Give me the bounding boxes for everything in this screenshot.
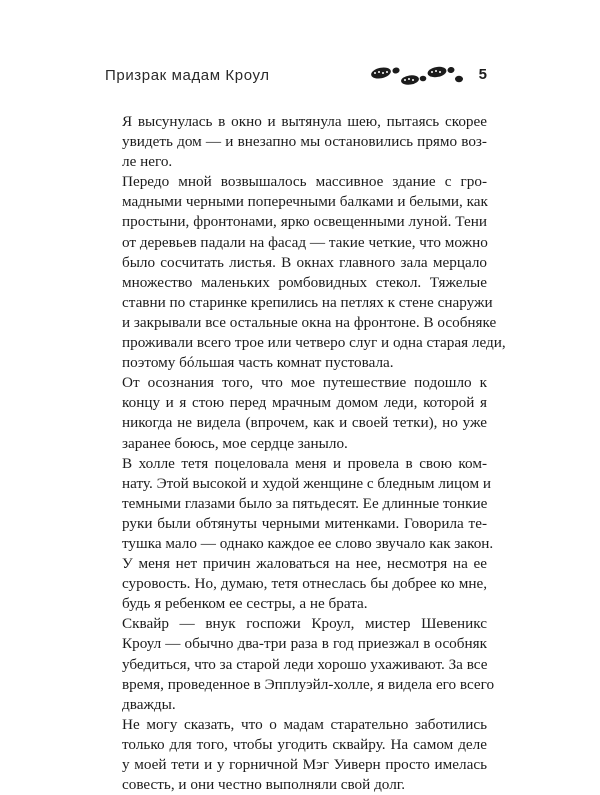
text-line: В холле тетя поцеловала меня и провела в свою ком- — [122, 454, 487, 472]
text-line: От осознания того, что мое путешествие подошло к — [122, 374, 487, 392]
text-line: темными глазами было за пятьдесят. Ее длинные тонкие — [122, 494, 488, 512]
text-line: никогда не видела (впрочем, как и своей тетки), но уже — [122, 414, 487, 432]
text-line: руки были обтянуты черными митенками. Говорила те- — [122, 514, 487, 532]
page-number: 5 — [478, 66, 487, 83]
text-line: от деревьев падали на фасад — такие четкие, что можно — [122, 233, 488, 251]
text-line: поэтому бóльшая часть комнат пустовала. — [122, 354, 394, 372]
text-line: будь я ребенком ее сестры, а не брата. — [122, 595, 368, 613]
text-line: было сосчитать листья. В окнах главного зала мерцало — [122, 253, 487, 271]
text-line: Сквайр — внук госпожи Кроул, мистер Шевеникс — [122, 615, 487, 633]
text-line: время, проведенное в Эпплуэйл-холле, я видела его всего — [122, 675, 495, 693]
body-text — [105, 112, 506, 795]
text-line: концу и я стою перед мрачным домом леди, которой я — [122, 394, 487, 412]
paragraph — [105, 373, 487, 453]
text-line: Я высунулась в окно и вытянула шею, пытаясь скорее — [122, 113, 487, 130]
text-line: дважды. — [122, 695, 176, 713]
text-line: ле него. — [122, 153, 173, 171]
text-line: у моей тети и у горничной Мэг Уиверн просто имелась — [122, 756, 487, 773]
paragraph — [105, 715, 487, 795]
footprints-icon — [369, 65, 465, 87]
paragraph — [105, 172, 506, 373]
text-line: множество маленьких ромбовидных стекол. Тяжелые — [122, 273, 487, 291]
text-line: Передо мной возвышалось массивное здание с гро- — [122, 173, 487, 191]
paragraph — [105, 614, 495, 714]
running-head — [105, 66, 487, 86]
text-line: только для того, чтобы угодить сквайру. На самом деле — [122, 735, 487, 753]
text-line: нату. Этой высокой и худой женщине с бледным лицом и — [122, 474, 492, 492]
text-line: убедиться, что за старой леди хорошо ухаживают. За все — [122, 655, 488, 673]
text-line: проживали всего трое или четверо слуг и одна старая леди, — [122, 334, 506, 352]
text-line: простыни, фронтонами, ярко освещенными луной. Тени — [122, 213, 487, 231]
text-line: Не могу сказать, что о мадам старательно заботились — [122, 715, 487, 733]
paragraph — [105, 112, 487, 172]
text-line: У меня нет причин жаловаться на нее, несмотря на ее — [122, 555, 487, 573]
text-line: мадными черными поперечными балками и белыми, как — [122, 193, 488, 211]
text-line: и закрывали все остальные окна на фронтоне. В особняке — [122, 313, 497, 331]
paragraph — [105, 454, 494, 615]
text-line: заранее боюсь, мое сердце заныло. — [122, 434, 348, 452]
text-line: совесть, и они честно выполняли свой долг. — [122, 776, 406, 794]
book-title: Призрак мадам Кроул — [105, 67, 270, 84]
text-line: Кроул — обычно два-три раза в год приезжал в особняк — [122, 635, 487, 653]
text-line: увидеть дом — и внезапно мы остановились прямо воз- — [122, 133, 487, 151]
text-line: тушка мало — однако каждое ее слово звучало как закон. — [122, 534, 494, 552]
text-line: суровость. Но, думаю, тетя отнеслась бы добрее ко мне, — [122, 575, 487, 593]
text-line: ставни по старинке крепились на петлях к стене снаружи — [122, 293, 493, 311]
